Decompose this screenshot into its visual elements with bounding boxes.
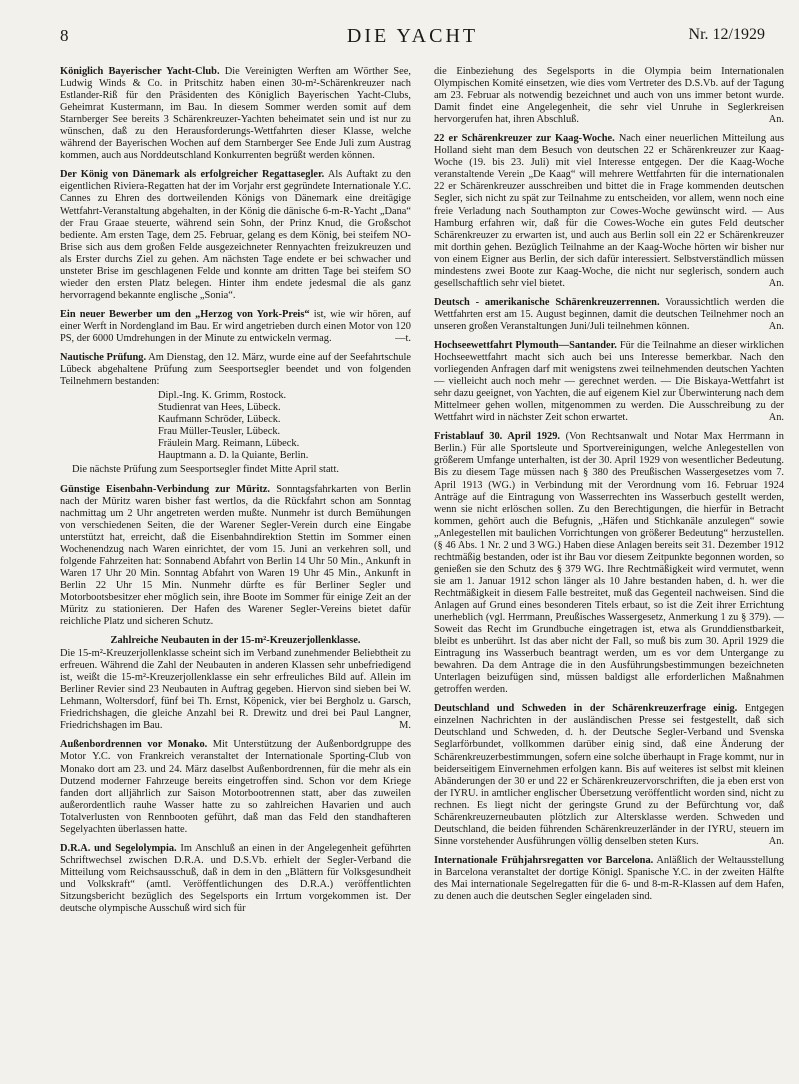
participant-name: Dipl.-Ing. K. Grimm, Rostock. (158, 390, 287, 402)
article-heading: Günstige Eisenbahn-Verbindung zur Müritz. (60, 483, 271, 495)
article-body: Entgegen einzelnen Nachrichten in der ausländischen Presse sei festgestellt, daß sich Deutschland und Schweden, d. h. der Deutsche Segler-Verband und Svenska Seglarförbundet, vollkommen darüber einig sind, daß eine Änderung der Schärenkreuzerbestimmungen, sofern eine solche überhaupt in Frage kommt, nur in beiderseitigem Einvernehmen erfolgen kann. Bis auf weiteres ist selbst mit kleinen Abänderungen der 30 er und 22 er Schärenkreuzervorschriften, die ja eben erst von der IYRU. in amtlicher englischer Übersetzung veröffentlicht worden sind, nicht zu rechnen. Es liegt nicht der geringste Grund zu der Befürchtung vor, daß Schärenkreuzerneubauten plötzlich zur Altersklasse werden. Schweden und Deutschland, die beiden führenden Schärenkreuzerländer in der IYRU, steuern im Sinne vorstehender Ausführungen völlig denselben steten Kurs. (434, 703, 784, 847)
article (60, 352, 411, 476)
right-column (434, 66, 784, 1070)
article-heading: Der König von Dänemark als erfolgreicher Regattasegler. (60, 169, 325, 181)
article-body: Für die Teilnahme an dieser wirklichen Hochseewettfahrt macht sich auch bei uns Interesse bemerkbar. Nach den vorliegenden Anfragen darf mit wenigstens zwei teilnehmenden deutschen Yachten — vielleicht auch noch mehr — gerechnet werden. — Die Biskaya-Wettfahrt ist sehr dazu geeignet, von Yachten, die auf eigenem Kiel zur Überwinterung nach dem Mittelmeer gehen wollen, mitgenommen zu werden. Die Ausschreibung zu der Wettfahrt wird in nächster Zeit schon erwartet. (434, 339, 784, 424)
article (434, 297, 784, 333)
article-heading: Nautische Prüfung. (60, 352, 147, 364)
article (434, 340, 784, 424)
article-heading: Internationale Frühjahrsregatten vor Barcelona. (434, 854, 654, 866)
article-body: Am Dienstag, den 12. März, wurde eine auf der Seefahrtschule Lübeck abgehaltene Prüfung zum Seesportsegler beendet und von folgenden Teilnehmern bestanden: (60, 352, 411, 388)
article-body: Mit Unterstützung der Außenbordgruppe des Motor Y.C. von Frankreich veranstaltet der Internationale Sporting-Club von Monako dort am 23. und 24. März daselbst Außenbordrennen, für die mehr als ein Dutzend moderner Fahrzeuge bereits eingetroffen sind. Schon vor dem Kriege fanden dort alljährlich zur Saison Motorbootrennen statt, aber das zuweilen außerordentlich rauhe Wasser hatte zu so zahlreichen Havarien und auch Totalverlusten von Rennbooten geführt, daß man das Feld den standhafteren Segelyachten überlassen hatte. (60, 739, 411, 835)
article-heading: Ein neuer Bewerber um den „Herzog von York-Preis“ (60, 308, 310, 320)
article (60, 484, 411, 629)
article-heading: Außenbordrennen vor Monako. (60, 739, 208, 751)
article-note: Die nächste Prüfung zum Seesportsegler findet Mitte April statt. (72, 464, 339, 476)
article (434, 703, 784, 848)
article (434, 66, 784, 126)
article-body: Im Anschluß an einen in der Angelegenheit geführten Schriftwechsel zwischen D.R.A. und D.S.Vb. erhielt der Segler-Verband die Mitteilung vom Reichsausschuß, daß in dem in den „Blättern für Volksgesundheit und Volkskraft“ (amtl. Veröffentlichungen des D.R.A.) veröffentlichten Sitzungsbericht bezüglich des Segelsports ein Irrtum vorgekommen ist. Der deutsche olympische Ausschuß wird sich für (60, 842, 411, 915)
article-signature: M. (399, 720, 411, 732)
article-heading: D.R.A. und Segelolympia. (60, 842, 177, 854)
article (60, 169, 411, 302)
article-body: Voraussichtlich werden die Wettfahrten erst am 15. August beginnen, damit die deutschen Teilnehmer noch an unseren großen Veranstaltungen Juni/Juli teilnehmen können. (434, 296, 784, 332)
page-number: 8 (60, 26, 69, 45)
participant-list (158, 390, 411, 462)
article (60, 66, 411, 162)
article-body: Anläßlich der Weltausstellung in Barcelona veranstaltet der dortige Königl. Spanische Y.C. in der zweiten Hälfte des Mai internationale Segelregatten für die 6- und 8-m-R-Klassen auf dem Hafen, zu denen auch die deutschen Segler eingeladen sind. (434, 854, 784, 903)
article-heading: Deutschland und Schweden in der Schärenkreuzerfrage einig. (434, 703, 738, 715)
article-body: die Einbeziehung des Segelsports in die Olympia beim Internationalen Olympischen Komité einsetzen, wie dies vom Vertreter des D.S.Vb. auf der Tagung am 23. Februar als notwendig bezeichnet und auch von uns immer betont wurde. Damit findet eine Angelegenheit, die sehr viel Unruhe in Seglerkreisen hervorgerufen hat, ihren Abschluß. (434, 66, 784, 126)
article-body: ist, wie wir hören, auf einer Werft in Nordengland im Bau. Er wird angetrieben durch einen Motor von 120 PS, der 6000 Umdrehungen in der Minute zu entwickeln vermag. (60, 308, 411, 344)
participant-name: Kaufmann Schröder, Lübeck. (158, 414, 281, 426)
article-body: Sonntagsfahrkarten von Berlin nach der Müritz waren bisher fast wertlos, da die Rückfahrt schon am Sonntag nachmittag um 2 Uhr angetreten werden mußte. Nunmehr ist durch Bemühungen von verschiedenen Seiten, die der Warener Segler-Verein durch eine Eingabe unterstützt hat, erreicht, daß die Eisenbahndirektion Stettin im Sommer einen Wochenendzug nach Waren einrichtet, der vom 15. Juni an verkehren soll, und folgende Fahrzeiten hat: Sonnabend Abfahrt von Berlin 14 Uhr 50 Min., Ankunft in Waren 17 Uhr 20 Min. Sonntag Abfahrt von Waren 19 Uhr 45 Min., Ankunft in Berlin 22 Uhr 15 Min. Nunmehr dürfte es für Berliner Segler und Motorbootsbesitzer eher möglich sein, ihre Boote im Sommer für einige Zeit an der Müritz zu stationieren. Der Hafen des Warener Segler-Vereins bietet dafür reichliche Platz und sicheren Schutz. (60, 483, 411, 628)
participant-name: Studienrat van Hees, Lübeck. (158, 402, 281, 414)
issue-number: Nr. 12/1929 (688, 26, 765, 43)
article-heading: Königlich Bayerischer Yacht-Club. (60, 66, 220, 77)
participant-name: Hauptmann a. D. la Quiante, Berlin. (158, 450, 309, 462)
article-signature: An. (768, 277, 784, 289)
article-body: (Von Rechtsanwalt und Notar Max Herrmann in Berlin.) Für alle Sportsleute und Sportvereinigungen, welche Anlegestellen von größerem Umfange unterhalten, ist der 30. April 1929 von wesentlicher Bedeutung. Bis zu diesem Tage müssen nach § 380 des Preußischen Wassergesetzes vom 7. April 1913 (WG.) in Verbindung mit der Verordnung vom 16. Februar 1924 Anträge auf die Eintragung von Wasserrechten ins Wasserbuch gestellt werden, wenn sie nicht erlöschen sollen. Zu den Berechtigungen, die hierfür in Betracht kommen, gehört auch die Befugnis, „Häfen und Stichkanäle anzulegen“ sowie „Anlegestellen mit baulichen Vorrichtungen von größerer Bedeutung“ herzustellen. (§ 46 Abs. 1 Nr. 2 und 3 WG.) Haben diese Anlagen bereits seit 31. Dezember 1912 rechtmäßig bestanden, oder ist ihr Bau vor diesem Zeitpunkte begonnen worden, so genießen sie den Schutz des § 379 WG. Ihre Rechtmäßigkeit wird vermutet, wenn sie am 1. Januar 1912 schon länger als 10 Jahre bestanden haben, d. h. wer die Rechtmäßigkeit in diesem Falle bestreitet, muß das Gegenteil nachweisen. Sind die Anlagen auf Grund eines besonderen Titels erbaut, so ist die Zeit ihrer Errichtung unerheblich (vgl. Herrmann, Preußisches Wassergesetz, Anmerkung 1 zu § 379). — Soweit das Recht im Grundbuche eingetragen ist, etwa als Grunddienstbarkeit, bleibt es unberührt. Ist das aber nicht der Fall, so muß bis zum 30. April 1929 die Eintragung ins Wasserbuch beantragt werden, um es vor dem Untergange zu bewahren. Da dem Antrage die in den Ausführungsbestimmungen bezeichneten Unterlagen beizufügen sind, müssen baldigst alle erforderlichen Maßnahmen getroffen werden. (434, 431, 784, 696)
article-heading: Deutsch - amerikanische Schärenkreuzerrennen. (434, 296, 660, 308)
article-heading: Fristablauf 30. April 1929. (434, 431, 561, 443)
journal-title: DIE YACHT (346, 25, 479, 47)
article (60, 635, 411, 732)
article-signature: An. (768, 412, 784, 424)
article-heading: Zahlreiche Neubauten in der 15-m²-Kreuzerjollenklasse. (110, 635, 361, 647)
article-signature: An. (768, 114, 784, 126)
article (60, 309, 411, 345)
article-body: Als Auftakt zu den eigentlichen Riviera-Regatten hat der im Vorjahr erst gegründete Internationale Y.C. Cannes zu Ehren des dortweilenden Königs von Dänemark eine dreitägige Wettfahrt-Veranstaltung abgehalten, in der König die dänische 6-m-R-Yacht „Dana“ der Frau Graae steuerte, während sein Sohn, der Prinz Knud, die Großschot bediente. Am ersten Tage, dem 25. Februar, gelang es dem König, bei steifem NO-Brise sich aus dem großen Felde ausgezeichneter Rennyachten freizukreuzen und als Erster durchs Ziel zu gehen. Am nächsten Tage endete er bei schwacher und unsteter Brise im geschlagenen Felde und konnte am dritten Tage bei steifem SO wieder den ersten Platz belegen. Hinter ihm endete jedesmal die als ganz hervorragend bekannte englische „Sonia“. (60, 169, 411, 301)
article-body: Die Vereinigten Werften am Wörther See, Ludwig Winds & Co. in Pritschitz haben einen 30-m²-Schärenkreuzer nach Estlander-Riß für den Präsidenten des Königlich Bayerischen Yacht-Clubs, Geheimrat Kustermann, im Bau. In diesem Sommer werden somit auf dem Starnberger See bereits 3 Schärenkreuzer-Yachten beheimatet sein und ist nur zu wünschen, daß zu den Herausforderungs-Wettfahrten dieser Klasse, welche während der Bayerischen Wochen auf dem Starnberger See Ende Juli zum Austrag kommen, auch aus Norddeutschland Konkurrenten begrüßt werden können. (60, 66, 411, 162)
article-signature: An. (768, 835, 784, 847)
participant-name: Frau Müller-Teusler, Lübeck. (158, 426, 281, 438)
page-header (60, 26, 765, 50)
article (60, 843, 411, 915)
article-heading: 22 er Schärenkreuzer zur Kaag-Woche. (434, 133, 615, 145)
participant-name: Fräulein Marg. Reimann, Lübeck. (158, 438, 300, 450)
article (60, 739, 411, 835)
article-heading: Hochseewettfahrt Plymouth—Santander. (434, 339, 617, 351)
left-column (60, 66, 411, 1070)
article (434, 431, 784, 696)
article-body: Nach einer neuerlichen Mitteilung aus Holland sieht man dem Besuch von deutschen 22 er Schärenkreuzer zur Kaag-Woche (19. bis 23. Juli) mit viel Interesse entgegen. Der die Kaag-Woche veranstaltende Verein „De Kaag“ will mehrere Wettfahrten für die internationalen 22 er Schärenkreuzer ausschreiben und bittet die in Frage kommenden deutschen Segler, sich nicht zu spät zur Teilnahme zu entscheiden, vor allem, wenn noch eine freie Verladung nach Southampton zur Cowes-Woche gewünscht wird. — Aus Hamburg erfahren wir, daß für die Cowes-Woche ein gutes Feld deutscher Schärenkreuzer zu erwarten ist, und auch aus Berlin soll ein 22 er Schärenkreuzer mit dorthin gehen. Bezüglich Teilnahme an der Kaag-Woche hörten wir bisher nur von einem Eigner aus Berlin, der sich dafür interessiert. Selbstverständlich müssen mindestens zwei Boote zur Kaag-Woche, die nicht nur seglerisch, sondern auch gesellschaftlich sehr viel bietet. (434, 133, 784, 289)
article-body: Die 15-m²-Kreuzerjollenklasse scheint sich im Verband zunehmender Beliebtheit zu erfreuen. Während die Zahl der Neubauten in anderen Klassen sehr unbefriedigend ist, weißt die 15-m²-Kreuzerjollenklasse ein sehr erfreuliches Bild auf. Allein im Berliner Revier sind 23 Neubauten in Auftrag gegeben. Hiervon sind sieben bei W. Lehmann, Woltersdorf, fünf bei Th. Ernst, Köpenick, vier bei Bergholz u. Garsch, Friedrichshagen, die gleiche Anzahl bei R. Drewitz und drei bei Paul Langner, Friedrichshagen im Bau. (60, 648, 411, 732)
article (434, 133, 784, 290)
article-signature: —t. (395, 332, 411, 344)
article-signature: An. (768, 320, 784, 332)
article (434, 855, 784, 903)
